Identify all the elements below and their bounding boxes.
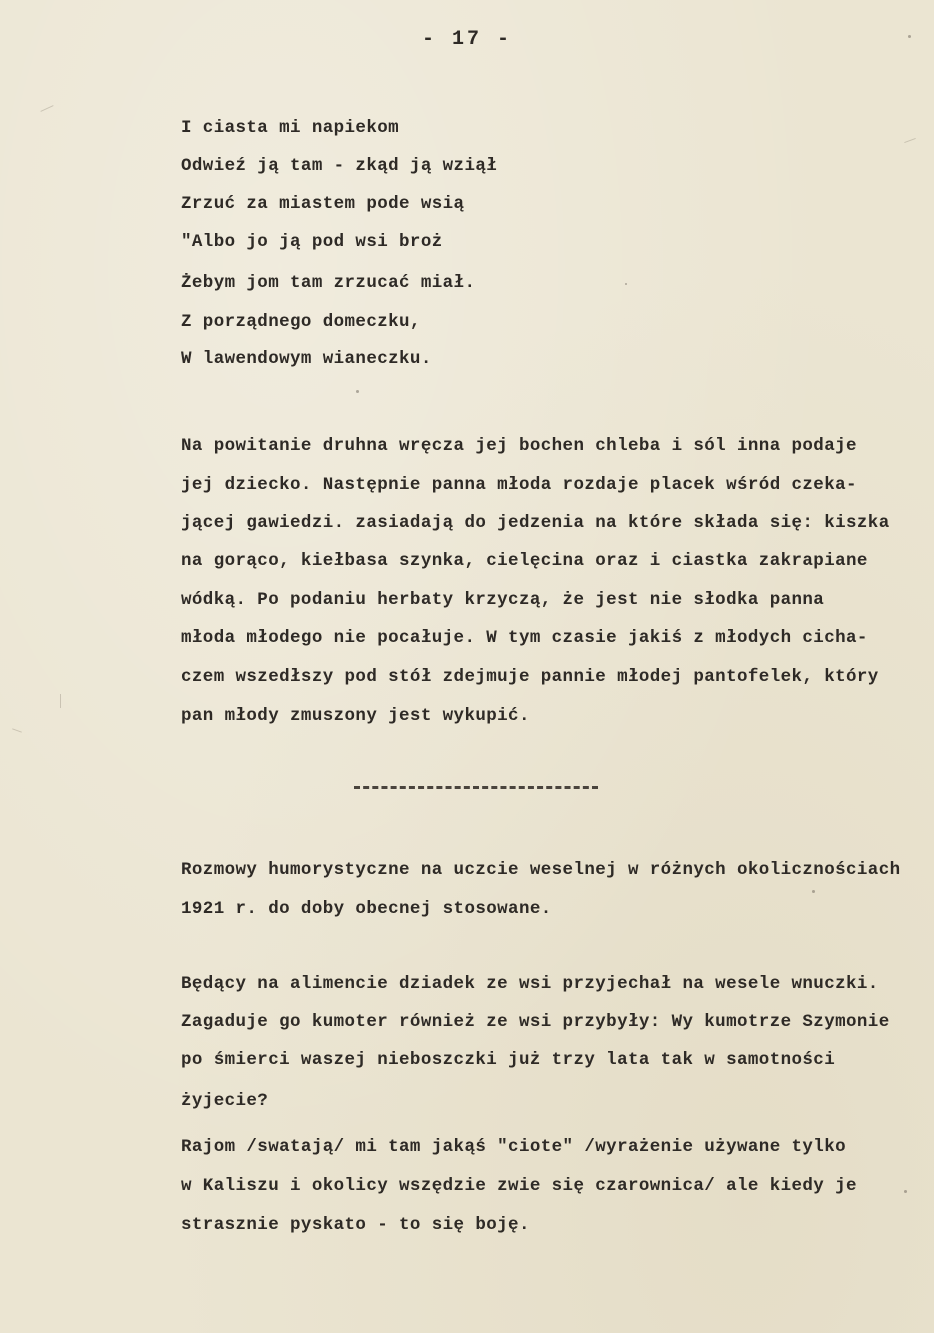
paragraph-line: Będący na alimencie dziadek ze wsi przyjechał na wesele wnuczki.: [181, 974, 879, 994]
paragraph-line: w Kaliszu i okolicy wszędzie zwie się czarownica/ ale kiedy je: [181, 1176, 857, 1196]
paragraph-line: Rajom /swatają/ mi tam jakąś "ciote" /wyrażenie używane tylko: [181, 1137, 847, 1157]
paper-speck: [356, 390, 359, 393]
paragraph-line: strasznie pyskato - to się boję.: [181, 1215, 530, 1235]
paper-speck: [625, 283, 627, 285]
paragraph-line: młoda młodego nie pocałuje. W tym czasie jakiś z młodych cicha-: [181, 628, 868, 648]
poem-line: Odwieź ją tam - zkąd ją wziął: [181, 156, 498, 176]
poem-line: "Albo jo ją pod wsi broż: [181, 232, 443, 252]
heading-line: Rozmowy humorystyczne na uczcie weselnej w różnych okolicznościach: [181, 860, 901, 880]
paragraph-line: po śmierci waszej nieboszczki już trzy lata tak w samotności: [181, 1050, 836, 1070]
paragraph-line: Zagaduje go kumoter również ze wsi przybyły: Wy kumotrze Szymonie: [181, 1012, 890, 1032]
paper-scratch: [12, 728, 22, 732]
paragraph-line: żyjecie?: [181, 1091, 269, 1111]
poem-line: Żebym jom tam zrzucać miał.: [181, 273, 476, 293]
poem-line: W lawendowym wianeczku.: [181, 349, 432, 369]
paper-scratch: [904, 138, 916, 143]
paragraph-line: jącej gawiedzi. zasiadają do jedzenia na które składa się: kiszka: [181, 513, 890, 533]
paper-speck: [812, 890, 815, 893]
paragraph-line: czem wszedłszy pod stół zdejmuje pannie młodej pantofelek, który: [181, 667, 879, 687]
paper-speck: [908, 35, 911, 38]
paragraph-line: pan młody zmuszony jest wykupić.: [181, 706, 530, 726]
paragraph-line: na gorąco, kiełbasa szynka, cielęcina oraz i ciastka zakrapiane: [181, 551, 868, 571]
paragraph-line: Na powitanie druhna wręcza jej bochen chleba i sól inna podaje: [181, 436, 857, 456]
paper-scratch: [40, 105, 53, 112]
paper-scratch: [60, 694, 61, 708]
paragraph-line: jej dziecko. Następnie panna młoda rozdaje placek wśród czeka-: [181, 475, 857, 495]
paper-speck: [904, 1190, 907, 1193]
paragraph-line: wódką. Po podaniu herbaty krzyczą, że jest nie słodka panna: [181, 590, 825, 610]
poem-line: Zrzuć za miastem pode wsią: [181, 194, 465, 214]
section-divider: [354, 786, 598, 789]
page-number: - 17 -: [421, 28, 512, 51]
heading-line: 1921 r. do doby obecnej stosowane.: [181, 899, 552, 919]
poem-line: Z porządnego domeczku,: [181, 312, 421, 332]
poem-line: I ciasta mi napiekom: [181, 118, 400, 138]
